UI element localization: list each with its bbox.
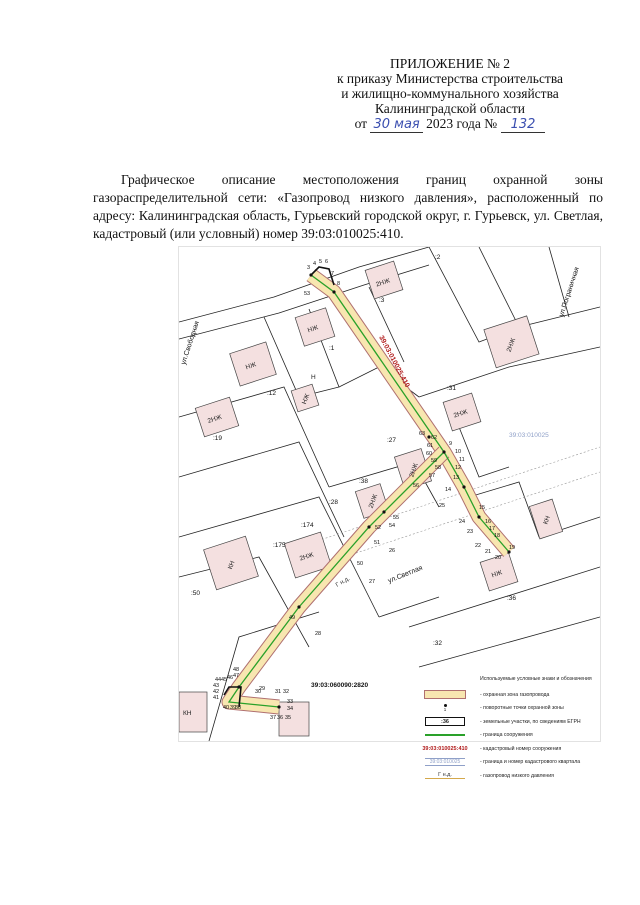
turning-point [462,485,465,488]
street-label: ул.Свободная [180,320,201,366]
cadastral-number-swatch: 39:03:010025:410 [422,745,468,752]
turning-point [477,515,480,518]
order-line-2: и жилищно-коммунального хозяйства [341,86,559,101]
map-drawing [179,247,600,741]
building-label: 2НЖ [408,462,420,479]
point-label: 59 [431,458,438,464]
point-label: 42 [213,689,220,695]
parcel-label: :3 [379,297,385,304]
turning-point [332,290,335,293]
cadastral-map [178,246,601,742]
point-label: 36 [277,715,284,721]
legend-item [422,715,600,729]
building-label: НЖ [244,361,258,372]
order-line-1: к приказу Министерства строительства [336,71,564,86]
point-label: 33 [287,699,294,705]
point-label: 61 [427,443,434,449]
point-label: 28 [315,631,322,637]
legend-item [422,756,600,770]
point-label: 6 [325,259,329,265]
legend-title: Используемые условные знаки и обозначения [480,676,592,682]
handwritten-number: 132 [501,117,546,133]
parcel-boundaries [179,247,600,741]
point-label: 49 [289,615,296,621]
point-label: 7 [331,271,335,277]
point-label: 17 [489,526,496,532]
point-label: 62 [431,435,438,441]
street-labels [179,266,581,585]
legend-item [422,742,600,756]
point-label: 40 [223,705,230,711]
point-label: 50 [357,561,364,567]
point-label: 20 [495,555,502,561]
point-label: 53 [304,291,311,297]
parcel-label: :36 [507,595,517,602]
point-label: 14 [445,487,452,493]
turning-point [442,450,445,453]
legend-item-text: - поворотные точки охранной зоны [480,705,564,712]
point-label: 56 [413,483,420,489]
building-label: 2НЖ [298,551,315,563]
point-label: 21 [485,549,492,555]
building-label: 2НЖ [505,337,518,354]
point-label: 23 [467,529,474,535]
gas-pipe-label: Г н.д. [335,575,352,589]
parcel-line [379,597,439,617]
point-label: 63 [419,431,426,437]
parcel-label: :2 [435,254,441,261]
parcel-label: :32 [433,640,443,647]
parcel-line [179,442,344,537]
point-label: 3 [307,265,311,271]
order-header [300,56,600,132]
legend-item [422,702,600,716]
point-label: 60 [426,451,433,457]
point-label: 34 [287,706,294,712]
point-label: 18 [494,533,501,539]
appendix-title: ПРИЛОЖЕНИЕ № 2 [389,56,511,71]
point-label: 19 [509,545,516,551]
turning-point [297,605,300,608]
point-label: 45 [221,677,228,683]
date-prefix: от [354,116,368,131]
cadastral-number-label: 39:03:010025:410 [377,334,411,389]
parcel-label: :31 [447,385,457,392]
parcel-label: :174 [301,522,314,529]
point-label: 57 [429,473,436,479]
parcel-swatch: :36 [425,717,465,726]
gas-pipe-swatch: Г н.д. [425,772,465,779]
point-label: 25 [439,503,446,509]
turning-point [382,510,385,513]
point-label: 54 [389,523,396,529]
building-label: КН [542,515,552,526]
parcel-label: :175 [273,542,286,549]
map-legend [422,676,600,783]
point-label: 41 [213,695,220,701]
turning-point-symbol: 1 [443,707,447,713]
legend-item [422,729,600,743]
street-label: ул.Светлая [387,564,424,585]
point-label: 35 [285,715,292,721]
point-label: 44 [215,677,222,683]
point-label: 32 [283,689,290,695]
point-label: 27 [369,579,376,585]
legend-item-text: - кадастровый номер сооружения [480,745,562,752]
point-label: 39 [230,705,237,711]
parcel-label: :38 [359,478,369,485]
building-label: 2НЖ [375,277,391,289]
point-label: 58 [435,465,442,471]
street-label: ул.Пограничная [558,266,581,318]
parcel-label: :50 [191,590,201,597]
point-label: 37 [270,715,277,721]
point-label: 22 [475,543,482,549]
point-label: 43 [213,683,220,689]
structure-line-swatch [425,734,465,736]
point-label: 10 [455,449,462,455]
legend-item-text: - охранная зона газопровода [480,691,550,698]
description-paragraph: Графическое описание местоположения границ охранной зоны газораспределительной сети: «Газопровод низкого давления», расположенный по адресу: Калининградская область, Гурьевский городской округ, г. Гурьевск, ул. Светлая, кадастровый (или условный) номер 39:03:010025:410. [93,171,603,241]
parcel-label: :28 [329,499,339,506]
turning-point [277,705,280,708]
building-label: НЖ [490,569,504,580]
building-label: КН [183,710,192,717]
turning-point [367,525,370,528]
building-label: 2НЖ [452,408,469,420]
protection-zone [224,267,509,707]
legend-item-text: - граница и номер кадастрового квартала [480,759,581,766]
legend-item-text: - земельные участки, по сведениям ЕГРН [480,718,581,725]
handwritten-date: 30 мая [370,117,422,133]
legend-item [422,769,600,783]
building-label: НЖ [306,324,320,335]
building-label: 2НЖ [206,413,223,425]
parcel-label: :27 [387,437,397,444]
turning-point [309,273,312,276]
turning-point [237,685,240,688]
point-label: 24 [459,519,466,525]
parcel-line [459,427,509,477]
point-label: 48 [233,667,240,673]
point-label: 52 [375,525,382,531]
point-label: 4 [313,261,317,267]
building-label: Н [311,374,316,381]
parcel-label: :19 [213,435,223,442]
building-label: 2НЖ [367,493,380,510]
point-label: 51 [374,540,381,546]
order-line-3: Калининградской области [374,101,526,116]
legend-item-text: - граница сооружения [480,732,533,739]
point-label: 55 [393,515,400,521]
building-label: НЖ [301,392,312,406]
point-label: 31 [275,689,282,695]
order-date-line [300,116,600,132]
building [279,702,309,736]
point-label: 29 [259,686,266,692]
parcel-label: :1 [329,345,335,352]
quarter-swatch: 39:03:010025 [425,758,465,766]
zone-swatch [424,690,466,699]
parcel-label: :12 [267,390,277,397]
point-label: 30 [255,689,262,695]
point-label: 47 [233,673,240,679]
point-label: 38 [235,705,242,711]
parcel-line [419,617,600,667]
date-suffix: 2023 года № [426,116,498,131]
legend-item-text: - газопровод низкого давления [480,772,554,779]
quarter-number-label-2: 39:03:060090:2820 [311,682,369,689]
point-label: 15 [479,505,486,511]
point-label: 9 [449,441,453,447]
point-label: 5 [319,259,323,265]
point-label: 26 [389,548,396,554]
point-label: 13 [453,475,460,481]
point-label: 11 [459,457,465,463]
point-label: 16 [485,519,492,525]
point-label: 12 [455,465,462,471]
point-label: 8 [337,281,341,287]
building-label: КН [227,559,237,571]
legend-item [422,688,600,702]
point-label: 46 [227,675,234,681]
quarter-number-label: 39:03:010025 [509,432,549,439]
